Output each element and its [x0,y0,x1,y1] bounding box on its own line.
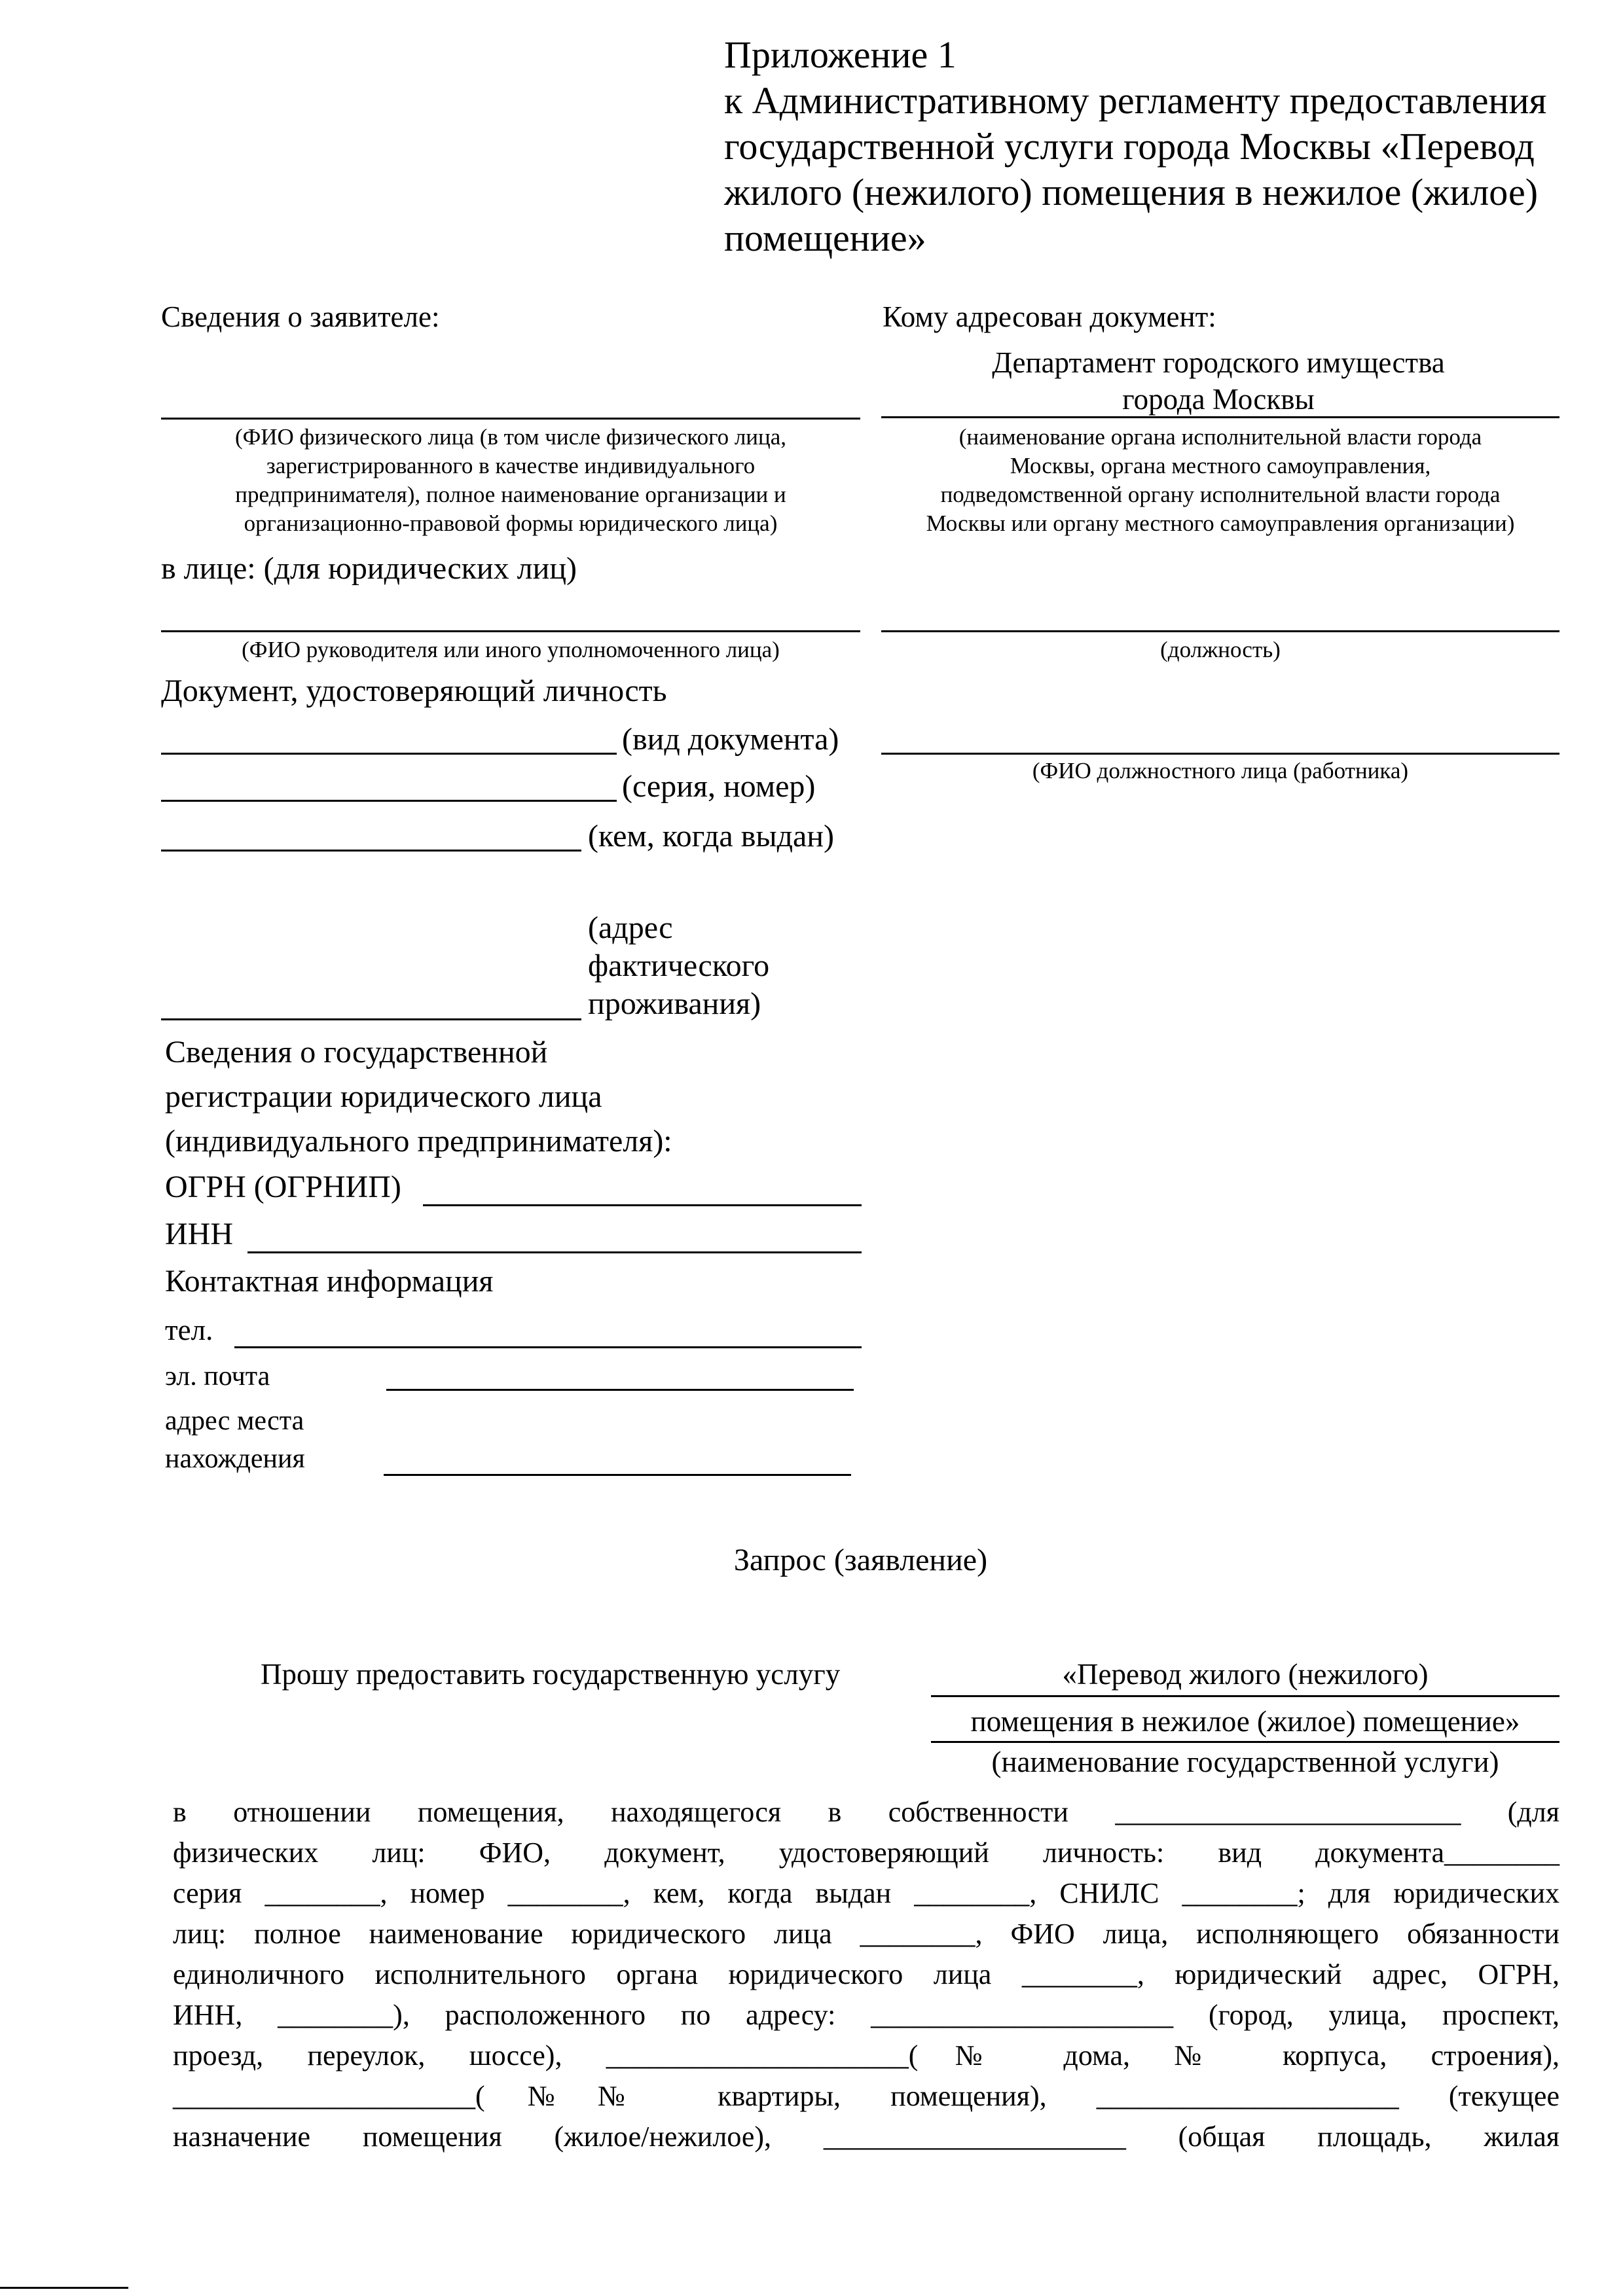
doc-issued-label: (кем, когда выдан) [588,819,835,853]
department-line[interactable] [881,416,1559,418]
head-fio-note: (ФИО руководителя или иного уполномоченного лица) [242,637,780,662]
address-label-3: проживания) [588,986,761,1021]
footnote-rule [0,2287,128,2289]
applicant-fio-line[interactable] [161,418,860,420]
contacts-label: Контактная информация [165,1264,494,1299]
location-line[interactable] [384,1474,851,1476]
request-title: Запрос (заявление) [733,1543,988,1577]
fio-note-1: (ФИО физического лица (в том числе физического лица, [234,424,787,450]
doc-issued-line[interactable] [161,850,581,852]
appendix-line-5: помещение» [724,217,926,259]
email-label: эл. почта [165,1361,270,1391]
body-line-4: лиц: полное наименование юридического лица ________, ФИО лица, исполняющего обязанности [173,1918,1559,1950]
service-line-1[interactable] [931,1695,1559,1697]
ogrn-line[interactable] [423,1204,862,1206]
doc-type-label: (вид документа) [622,722,839,757]
doc-series-line[interactable] [161,800,617,802]
head-fio-line[interactable] [161,630,860,632]
registration-3: (индивидуального предпринимателя): [165,1124,672,1158]
body-line-6: ИНН, ________), расположенного по адресу: _____________________ (город, улица, проспект, [173,1999,1559,2031]
location-label-2: нахождения [165,1444,305,1474]
fio-note-4: организационно-правовой формы юридического лица) [244,511,778,536]
id-document-label: Документ, удостоверяющий личность [161,673,667,708]
recipient-heading: Кому адресован документ: [883,300,1216,333]
address-label-2: фактического [588,948,770,983]
service-line-2[interactable] [931,1741,1559,1743]
fio-note-3: предпринимателя), полное наименование организации и [235,482,786,507]
service-note: (наименование государственной услуги) [991,1746,1499,1778]
body-line-2: физических лиц: ФИО, документ, удостоверяющий личность: вид документа________ [173,1837,1559,1869]
org-note-2: Москвы, органа местного самоуправления, [1010,453,1431,478]
body-line-3: серия ________, номер ________, кем, когда выдан ________, СНИЛС ________; для юридических [173,1877,1559,1909]
ogrn-label: ОГРН (ОГРНИП) [165,1170,401,1204]
body-line-7: проезд, переулок, шоссе), _____________________(№ дома, № корпуса, строения), [173,2039,1559,2072]
appendix-line-3: государственной услуги города Москвы «Перевод [724,125,1535,168]
request-ask: Прошу предоставить государственную услугу [261,1658,841,1691]
body-line-1: в отношении помещения, находящегося в собственности ________________________ (для [173,1796,1559,1828]
body-line-9: назначение помещения (жилое/нежилое), _____________________ (общая площадь, жилая [173,2121,1559,2153]
tel-label: тел. [165,1314,213,1346]
inn-label: ИНН [165,1217,233,1251]
address-label-1: (адрес [588,910,673,945]
doc-type-line[interactable] [161,753,617,755]
official-note: (ФИО должностного лица (работника) [1032,758,1409,783]
email-line[interactable] [386,1389,854,1391]
appendix-number: Приложение 1 [724,33,957,76]
applicant-heading: Сведения о заявителе: [161,300,440,333]
tel-line[interactable] [234,1346,862,1348]
registration-1: Сведения о государственной [165,1035,548,1069]
department-line-2: города Москвы [1122,383,1315,416]
registration-2: регистрации юридического лица [165,1079,602,1114]
org-note-1: (наименование органа исполнительной власти города [958,424,1482,450]
official-line[interactable] [881,753,1559,755]
org-note-3: подведомственной органу исполнительной власти города [940,482,1501,507]
in-person-label: в лице: (для юридических лиц) [161,551,577,586]
fio-note-2: зарегистрированного в качестве индивидуального [266,453,756,478]
appendix-line-2: к Административному регламенту предоставления [724,79,1547,122]
position-line[interactable] [881,630,1559,632]
location-label-1: адрес места [165,1406,304,1436]
org-note-4: Москвы или органу местного самоуправления организации) [926,511,1515,536]
body-line-5: единоличного исполнительного органа юридического лица ________, юридический адрес, ОГРН, [173,1958,1559,1990]
department-line-1: Департамент городского имущества [992,346,1445,379]
body-line-8: _____________________(№№ квартиры, помещения), _____________________ (текущее [173,2080,1559,2112]
inn-line[interactable] [247,1251,862,1253]
appendix-line-4: жилого (нежилого) помещения в нежилое (жилое) [724,171,1539,213]
position-note: (должность) [1160,637,1281,662]
doc-series-label: (серия, номер) [622,769,816,804]
address-line[interactable] [161,1018,581,1020]
service-name-1: «Перевод жилого (нежилого) [1062,1658,1429,1691]
service-name-2: помещения в нежилое (жилое) помещение» [970,1705,1520,1738]
